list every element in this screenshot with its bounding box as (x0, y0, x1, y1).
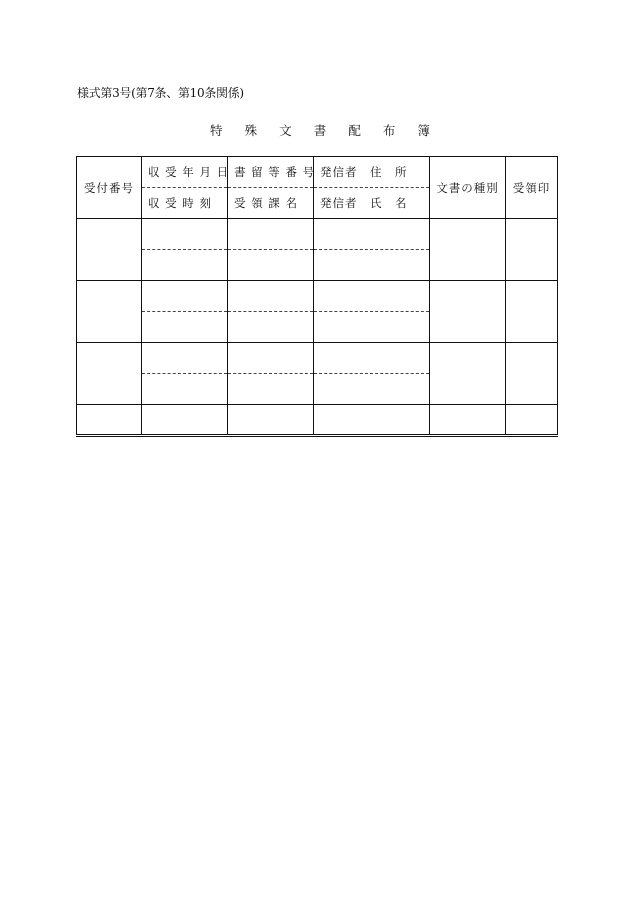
cell-receipt-seal[interactable] (506, 219, 558, 281)
title-char: 文 (279, 123, 292, 138)
distribution-ledger-table (76, 156, 558, 437)
cell-receiving-section[interactable] (228, 250, 314, 281)
title-char: 殊 (244, 123, 258, 138)
cell-receipt-seal[interactable] (506, 343, 558, 405)
cell-document-type[interactable] (430, 219, 506, 281)
cell-sender-address[interactable] (314, 343, 430, 374)
header-document-type: 文書の種別 (430, 157, 506, 219)
header-received-time: 収 受 時 刻 (142, 188, 228, 219)
table-row (77, 405, 558, 436)
header-receiving-section: 受 領 課 名 (228, 188, 314, 219)
cell-registered-number[interactable] (228, 343, 314, 374)
title-char: 簿 (417, 123, 430, 138)
cell-document-type[interactable] (430, 343, 506, 405)
cell-sender-address[interactable] (314, 405, 430, 436)
cell-receipt-number[interactable] (77, 219, 142, 281)
cell-registered-number[interactable] (228, 405, 314, 436)
cell-received-date[interactable] (142, 405, 228, 436)
cell-receiving-section[interactable] (228, 312, 314, 343)
header-received-date: 収 受 年 月 日 (142, 157, 228, 188)
header-receipt-seal: 受領印 (506, 157, 558, 219)
title-char: 書 (313, 123, 327, 138)
cell-receipt-seal[interactable] (506, 281, 558, 343)
table-row (77, 281, 558, 312)
document-title (210, 121, 430, 139)
table-row (77, 219, 558, 250)
cell-receipt-number[interactable] (77, 281, 142, 343)
cell-registered-number[interactable] (228, 219, 314, 250)
header-row (77, 157, 558, 188)
cell-receipt-number[interactable] (77, 405, 142, 436)
form-reference: 様式第3号(第7条、第10条関係) (77, 86, 244, 100)
cell-receipt-seal[interactable] (506, 405, 558, 436)
cell-document-type[interactable] (430, 405, 506, 436)
cell-registered-number[interactable] (228, 281, 314, 312)
title-char: 配 (348, 123, 361, 138)
cell-received-time[interactable] (142, 374, 228, 405)
cell-sender-name[interactable] (314, 250, 430, 281)
cell-received-time[interactable] (142, 312, 228, 343)
cell-sender-name[interactable] (314, 374, 430, 405)
cell-document-type[interactable] (430, 281, 506, 343)
cell-received-date[interactable] (142, 343, 228, 374)
cell-sender-address[interactable] (314, 219, 430, 250)
header-sender-name: 発信者 氏 名 (314, 188, 430, 219)
cell-receiving-section[interactable] (228, 374, 314, 405)
table-row (77, 343, 558, 374)
cell-sender-address[interactable] (314, 281, 430, 312)
header-receipt-number: 受付番号 (77, 157, 142, 219)
cell-received-date[interactable] (142, 281, 228, 312)
title-char: 特 (210, 123, 223, 138)
title-char: 布 (382, 123, 396, 138)
cell-receipt-number[interactable] (77, 343, 142, 405)
cell-sender-name[interactable] (314, 312, 430, 343)
header-registered-number: 書 留 等 番 号 (228, 157, 314, 188)
header-sender-address: 発信者 住 所 (314, 157, 430, 188)
cell-received-date[interactable] (142, 219, 228, 250)
cell-received-time[interactable] (142, 250, 228, 281)
